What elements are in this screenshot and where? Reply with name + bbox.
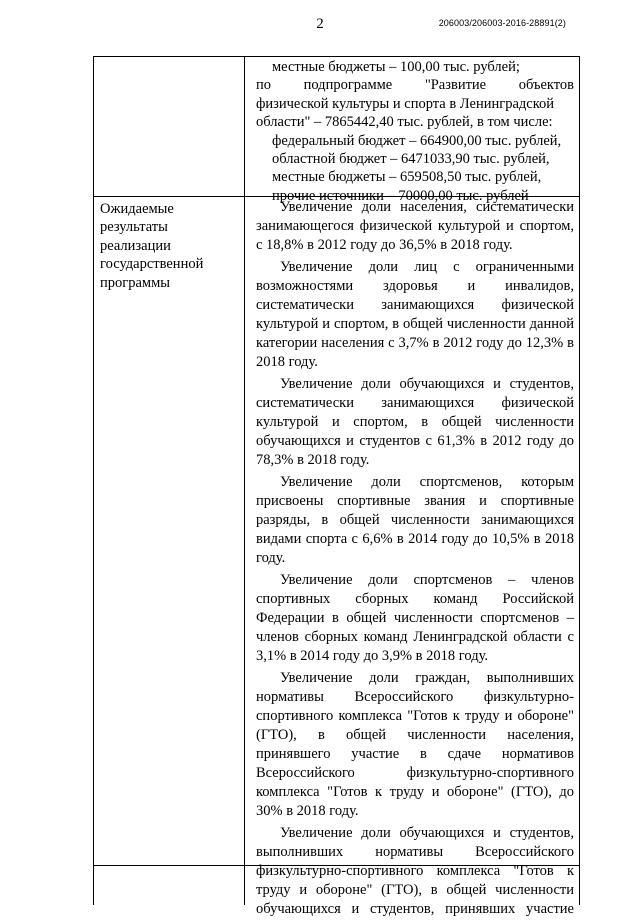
result-paragraph: Увеличение доли лиц с ограниченными возможностями здоровья и инвалидов, систематически занимающихся физической культурой и спортом, в общей численности данной категории населения с 3,7% в 2012 году до 12,3% в 2018 году.: [256, 259, 574, 370]
financing-line: области" – 7865442,40 тыс. рублей, в том числе:: [256, 114, 553, 131]
document-code: 206003/206003-2016-28891(2): [438, 18, 566, 28]
financing-line: местные бюджеты – 100,00 тыс. рублей;: [272, 59, 520, 75]
result-paragraph: Увеличение доли спортсменов – членов спортивных сборных команд Российской Федерации в общей численности спортсменов – членов сборных команд Ленинградской области с 3,1% в 2014 году до 3,9% в 2018 году.: [256, 572, 574, 664]
result-paragraph: Увеличение доли населения, систематически занимающегося физической культурой и спортом, с 18,8% в 2012 году до 36,5% в 2018 году.: [256, 199, 574, 253]
page-number: 2: [316, 16, 324, 32]
program-table: [93, 56, 580, 917]
financing-line: прочие источники – 70000,00 тыс. рублей: [272, 187, 529, 204]
financing-line: федеральный бюджет – 664900,00 тыс. рублей,: [272, 132, 562, 149]
results-label: Ожидаемые результаты реализации государственной программы: [100, 201, 204, 291]
financing-line: местные бюджеты – 659508,50 тыс. рублей,: [272, 169, 542, 186]
result-paragraph: Увеличение доли обучающихся и студентов, систематически занимающихся физической культурой и спортом, в общей численности обучающихся и студентов с 61,3% в 2012 году до 78,3% в 2018 году.: [256, 376, 574, 468]
financing-line: областной бюджет – 6471033,90 тыс. рублей,: [272, 150, 550, 167]
financing-cell: [256, 58, 574, 205]
financing-line: физической культуры и спорта в Ленинградской: [256, 95, 555, 112]
result-paragraph: Увеличение доли спортсменов, которым присвоены спортивные звания и спортивные разряды, в общей численности занимающихся видами спорта с 6,6% в 2014 году до 10,5% в 2018 году.: [256, 474, 574, 566]
financing-line: по подпрограмме "Развитие объектов: [256, 77, 574, 94]
result-paragraph: Увеличение доли обучающихся и студентов, выполнивших нормативы Всероссийского физкультурно-спортивного комплекса "Готов к труду и обороне" (ГТО), в общей численности обучающихся и студентов, принявших участие: [256, 825, 574, 917]
result-paragraph: Увеличение доли граждан, выполнивших нормативы Всероссийского физкультурно-спортивного комплекса "Готов к труду и обороне" (ГТО), в общей численности населения, принявшего участие в сдаче нормативов Всероссийского физкультурно-спортивного комплекса "Готов к труду и обороне" (ГТО), до 30% в 2018 году.: [256, 670, 574, 819]
results-cell: [256, 198, 574, 922]
table-top-border: [94, 56, 579, 57]
column-divider: [244, 56, 245, 905]
